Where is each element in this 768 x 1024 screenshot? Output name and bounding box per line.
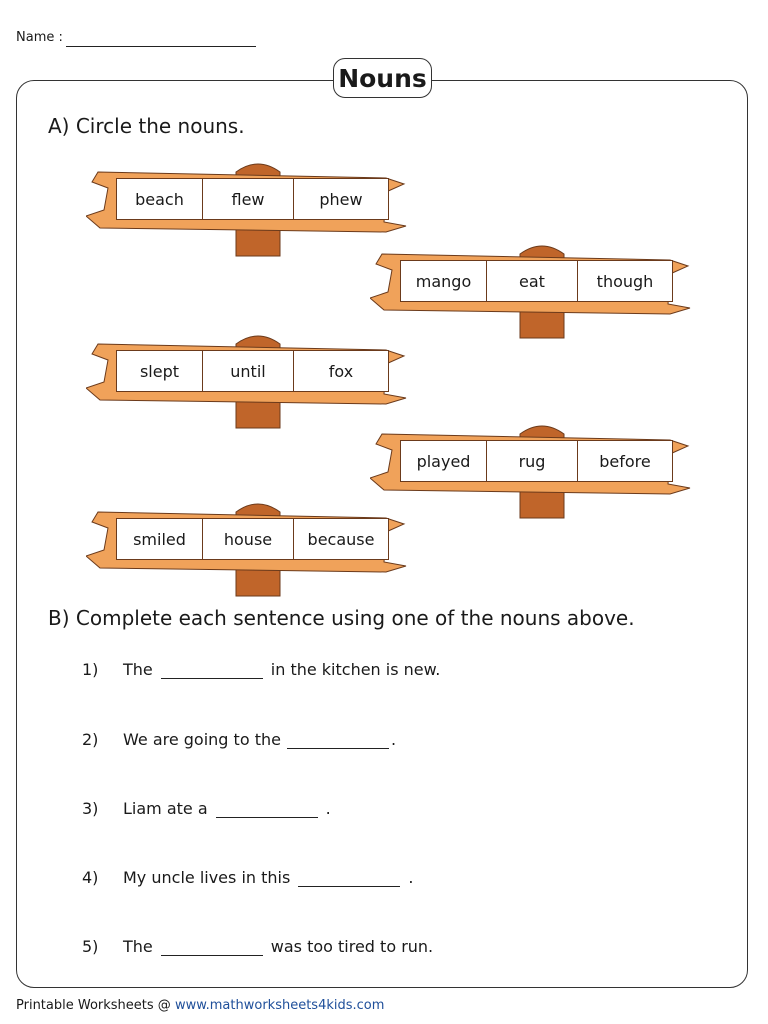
question-text-after: in the kitchen is new. <box>270 660 441 679</box>
word-row <box>400 260 673 302</box>
answer-blank[interactable] <box>161 660 263 679</box>
word-option[interactable]: mango <box>401 261 487 301</box>
word-sign <box>86 160 416 260</box>
footer-prefix: Printable Worksheets @ <box>16 998 175 1013</box>
word-option[interactable]: before <box>599 451 651 471</box>
question-text-after: was too tired to run. <box>270 937 434 956</box>
word-row <box>116 350 389 392</box>
word-option[interactable]: smiled <box>117 519 203 559</box>
question-text-before: My uncle lives in this <box>123 868 291 887</box>
word-option[interactable]: slept <box>117 351 203 391</box>
name-field-line[interactable] <box>66 46 256 47</box>
question-number: 3) <box>82 799 99 818</box>
word-option[interactable]: rug <box>487 441 578 481</box>
word-sign <box>86 332 416 432</box>
answer-blank[interactable] <box>161 937 263 956</box>
footer <box>16 998 384 1013</box>
worksheet-title: Nouns <box>333 58 432 98</box>
question-text-after: . <box>325 799 331 818</box>
name-label: Name : <box>16 30 63 45</box>
section-a-heading: A) Circle the nouns. <box>48 114 245 138</box>
word-option[interactable]: beach <box>117 179 203 219</box>
word-option[interactable]: until <box>203 351 294 391</box>
word-row <box>116 518 389 560</box>
answer-blank[interactable] <box>287 730 389 749</box>
word-option[interactable]: fox <box>328 361 354 381</box>
question-text-after: . <box>390 730 397 749</box>
answer-blank[interactable] <box>216 799 318 818</box>
word-option[interactable]: eat <box>487 261 578 301</box>
question-number: 5) <box>82 937 99 956</box>
question-text-before: We are going to the <box>123 730 281 749</box>
word-option[interactable]: phew <box>319 189 363 209</box>
word-option[interactable]: house <box>203 519 294 559</box>
question-text-before: The <box>123 660 153 679</box>
word-option[interactable]: because <box>307 529 375 549</box>
question-number: 4) <box>82 868 99 887</box>
question-number: 1) <box>82 660 99 679</box>
word-sign <box>86 500 416 600</box>
word-row <box>116 178 389 220</box>
word-option[interactable]: flew <box>203 179 294 219</box>
word-sign <box>370 242 700 342</box>
question-text-before: The <box>123 937 153 956</box>
word-option[interactable]: though <box>596 271 654 291</box>
word-row <box>400 440 673 482</box>
question-text-before: Liam ate a <box>123 799 208 818</box>
question-text-after: . <box>408 868 414 887</box>
question-number: 2) <box>82 730 99 749</box>
answer-blank[interactable] <box>298 868 400 887</box>
word-option[interactable]: played <box>401 441 487 481</box>
footer-link[interactable]: www.mathworksheets4kids.com <box>174 998 385 1013</box>
section-b-heading: B) Complete each sentence using one of the nouns above. <box>48 606 635 630</box>
